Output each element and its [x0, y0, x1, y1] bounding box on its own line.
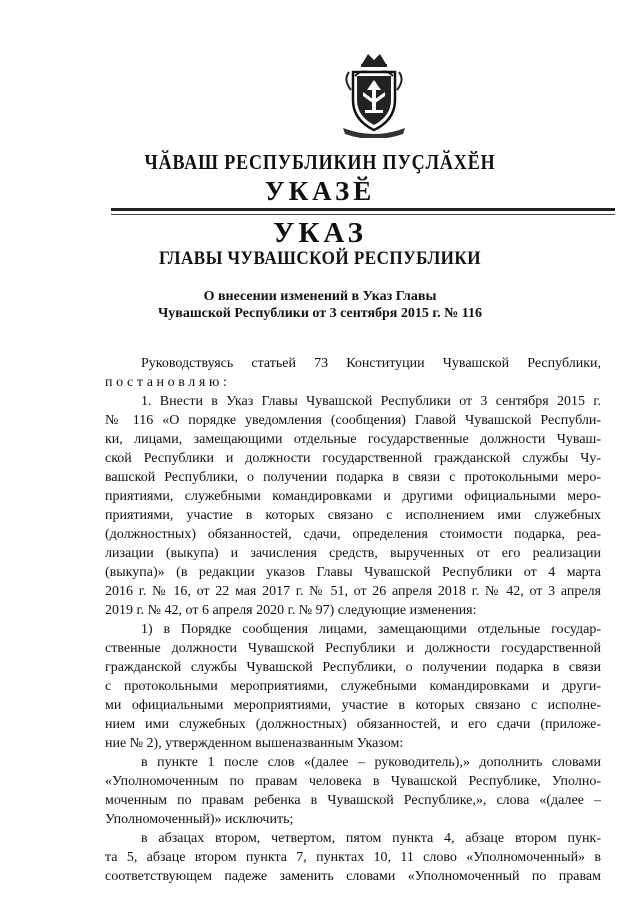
- header-divider-thin: [111, 214, 615, 215]
- russian-header-subtitle: ГЛАВЫ ЧУВАШСКОЙ РЕСПУБЛИКИ: [158, 248, 481, 269]
- body-line: ки, лицами, замещающими отдельные государственные должности Чуваш-: [105, 432, 601, 447]
- body-line: в пункте 1 после слов «(далее – руководитель),» дополнить словами: [141, 755, 601, 770]
- body-line: та 5, абзаце втором пункта 7, пунктах 10, 11 слово «Уполномоченный» в: [105, 850, 601, 865]
- coat-of-arms-emblem: [337, 50, 411, 138]
- body-line: 1. Внести в Указ Главы Чувашской Республики от 3 сентября 2015 г.: [141, 394, 601, 409]
- body-line: вашской Республики, о получении подарка в связи с протокольными меро-: [105, 470, 601, 485]
- body-line: нием ими служебных (должностных) обязанностей, и его сдачи (приложе-: [105, 717, 601, 732]
- body-line: соответствующем падеже заменить словами «Уполномоченный по правам: [105, 869, 601, 884]
- body-line: (должностных) обязанностей, сдачи, определения стоимости подарка, реа-: [105, 527, 601, 542]
- body-line: с протокольными мероприятиями, служебными командировками и други-: [105, 679, 601, 694]
- header-divider-thick: [111, 208, 615, 211]
- body-line: ственные должности Чувашской Республики и должности государственной: [105, 641, 601, 656]
- body-line: лизации (выкупа) и зачисления средств, вырученных от его реализации: [105, 546, 601, 561]
- body-line: (выкупа)» (в редакции указов Главы Чувашской Республики от 4 марта: [105, 565, 601, 580]
- body-line: приятиями, участие в которых связано с исполнением ими служебных: [105, 508, 601, 523]
- body-line: ние № 2), утвержденном вышеназванным Указом:: [105, 736, 404, 751]
- chuvash-header-ukaze: УКАЗӖ: [264, 176, 376, 206]
- body-line: ми официальными мероприятиями, участие в которых связано с исполне-: [105, 698, 601, 713]
- body-line: 2016 г. № 16, от 22 мая 2017 г. № 51, от 26 апреля 2018 г. № 42, от 3 апреля: [105, 584, 601, 599]
- chuvash-header-title: ЧӐВАШ РЕСПУБЛИКИН ПУҪЛӐХӖН: [144, 150, 496, 174]
- body-line: в абзацах втором, четвертом, пятом пункта 4, абзаце втором пунк-: [141, 831, 601, 846]
- body-line: Уполномоченный)» исключить;: [105, 812, 294, 827]
- document-title: [0, 288, 640, 322]
- body-line: 2019 г. № 42, от 6 апреля 2020 г. № 97) следующие изменения:: [105, 603, 477, 618]
- body-line: № 116 «О порядке уведомления (сообщения) Главой Чувашской Республи-: [105, 413, 601, 428]
- body-line: 1) в Порядке сообщения лицами, замещающими отдельные государ-: [141, 622, 601, 637]
- document-body: [105, 354, 601, 886]
- body-line: ской Республики и должности государственной гражданской службы Чу-: [105, 451, 601, 466]
- body-line: Руководствуясь статьей 73 Конституции Чувашской Республики,: [141, 356, 601, 371]
- body-line: гражданской службы Чувашской Республики, о получении подарка в связи: [105, 660, 601, 675]
- body-line-postanovlyayu: постановляю:: [105, 375, 231, 390]
- document-title-line: О внесении изменений в Указ Главы: [203, 289, 437, 304]
- body-line: «Уполномоченным по правам человека в Чувашской Республике, Уполно-: [105, 774, 601, 789]
- body-line: приятиями, служебными командировками и другими официальными меро-: [105, 489, 601, 504]
- body-line: моченным по правам ребенка в Чувашской Республике,», слова «(далее –: [105, 793, 601, 808]
- document-title-line: Чувашской Республики от 3 сентября 2015 г. № 116: [158, 306, 482, 321]
- russian-header-ukaz: УКАЗ: [273, 217, 367, 249]
